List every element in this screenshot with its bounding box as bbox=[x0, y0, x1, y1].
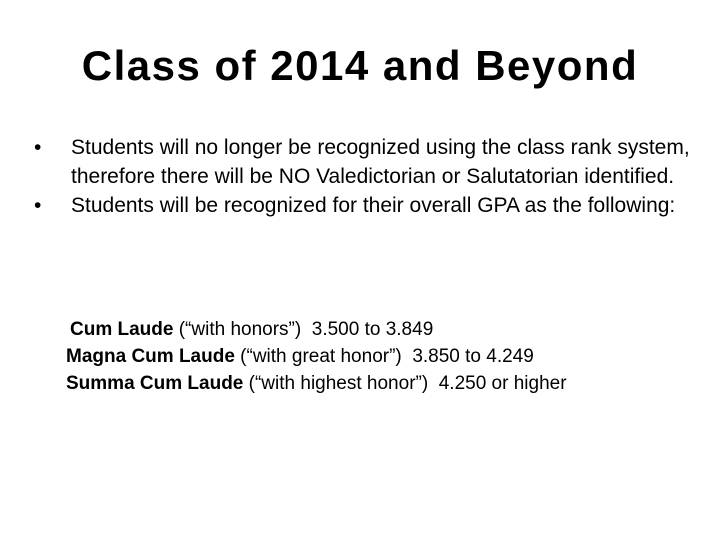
honor-row bbox=[0, 316, 720, 343]
slide-title: Class of 2014 and Beyond bbox=[81, 42, 639, 89]
bullet-marker: • bbox=[34, 194, 42, 217]
honor-meaning: (“with highest honor”) bbox=[243, 373, 439, 394]
honor-row bbox=[0, 343, 720, 370]
bullet-item bbox=[34, 191, 694, 220]
honor-row bbox=[0, 370, 720, 397]
bullet-list bbox=[34, 133, 694, 220]
honor-name: Magna Cum Laude bbox=[66, 346, 235, 367]
honor-meaning: (“with great honor”) bbox=[234, 346, 413, 367]
honor-name: Summa Cum Laude bbox=[66, 373, 244, 394]
honors-list bbox=[0, 316, 720, 397]
honor-meaning: (“with honors”) bbox=[173, 319, 312, 340]
bullet-item bbox=[34, 133, 694, 191]
bullet-marker: • bbox=[34, 136, 42, 159]
honor-gpa-range: 4.250 or higher bbox=[438, 373, 567, 394]
honor-gpa-range: 3.850 to 4.249 bbox=[412, 346, 534, 367]
honor-name: Cum Laude bbox=[70, 319, 174, 340]
bullet-text: Students will be recognized for their overall GPA as the following: bbox=[71, 194, 676, 217]
bullet-text: Students will no longer be recognized using the class rank system, therefore there will be NO Valedictorian or Salutatorian identified. bbox=[71, 136, 690, 188]
honor-gpa-range: 3.500 to 3.849 bbox=[311, 319, 434, 340]
